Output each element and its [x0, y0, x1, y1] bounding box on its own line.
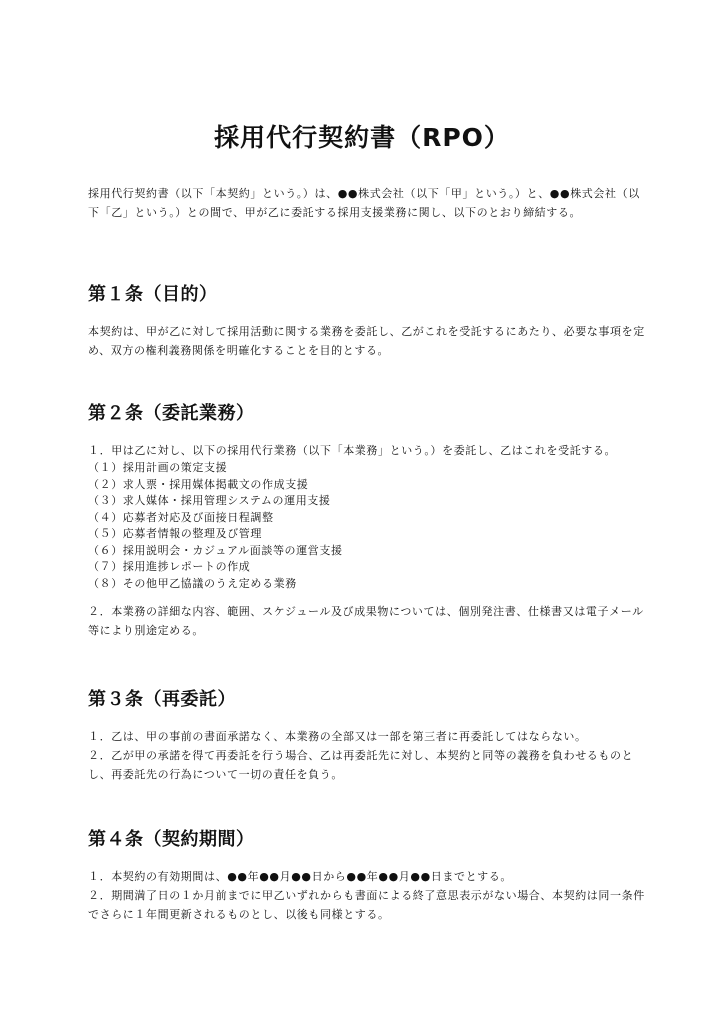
article-1: [88, 284, 648, 360]
article-2-item-list: [88, 460, 648, 592]
list-item: （１）採用計画の策定支援: [88, 461, 228, 474]
list-item: （６）採用説明会・カジュアル面談等の運営支援: [88, 543, 343, 557]
article-4-clause-2: ２．期間満了日の１か月前までに甲乙いずれからも書面による終了意思表示がない場合、本契約は同一条件でさらに１年間更新されるものとし、以後も同様とする。: [88, 889, 645, 921]
list-item: （３）求人媒体・採用管理システムの運用支援: [88, 494, 331, 507]
list-item: （４）応募者対応及び面接日程調整: [88, 510, 274, 524]
article-2-clause-2: ２．本業務の詳細な内容、範囲、スケジュール及び成果物については、個別発注書、仕様書又は電子メール等により別途定める。: [88, 605, 644, 637]
article-1-heading: 第１条（目的）: [88, 284, 218, 305]
article-3-heading: 第３条（再委託）: [88, 689, 236, 710]
article-4: [88, 829, 648, 924]
intro-paragraph: 採用代行契約書（以下「本契約」という。）は、●●株式会社（以下「甲」という。）と、●●株式会社（以下「乙」という。）との間で、甲が乙に委託する採用支援業務に関し、以下のとおり締結する。: [88, 187, 640, 219]
article-2-clause-1: １．甲は乙に対し、以下の採用代行業務（以下「本業務」という。）を委託し、乙はこれを受託する。: [88, 444, 617, 457]
list-item: （５）応募者情報の整理及び管理: [88, 527, 262, 540]
article-3-clause-1: １．乙は、甲の事前の書面承諾なく、本業務の全部又は一部を第三者に再委託してはならない。: [88, 730, 587, 743]
article-3-clause-2: ２．乙が甲の承諾を得て再委託を行う場合、乙は再委託先に対し、本契約と同等の義務を負わせるものとし、再委託先の行為について一切の責任を負う。: [88, 749, 634, 781]
article-3: [88, 689, 648, 784]
article-4-clause-1: １．本契約の有効期間は、●●年●●月●●日から●●年●●月●●日までとする。: [88, 870, 512, 883]
article-2: [88, 403, 648, 640]
list-item: （２）求人票・採用媒体掲載文の作成支援: [88, 477, 309, 491]
document-title: 採用代行契約書（RPO）: [214, 123, 510, 152]
list-item: （８）その他甲乙協議のうえ定める業務: [88, 576, 297, 590]
article-2-heading: 第２条（委託業務）: [88, 403, 255, 424]
list-item: （７）採用進捗レポートの作成: [88, 560, 251, 573]
article-4-heading: 第４条（契約期間）: [88, 829, 255, 850]
article-1-body: 本契約は、甲が乙に対して採用活動に関する業務を委託し、乙がこれを受託するにあたり、必要な事項を定め、双方の権利義務関係を明確化することを目的とする。: [88, 325, 645, 357]
